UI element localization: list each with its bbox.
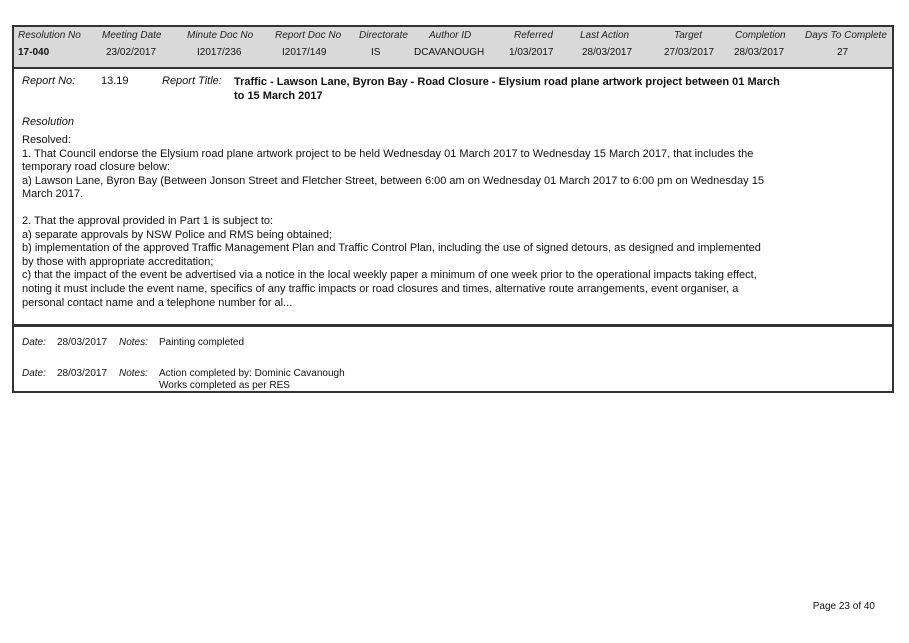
- referred-label: Referred: [514, 30, 553, 41]
- minute-doc-no-label: Minute Doc No: [187, 30, 254, 41]
- resolution-no-label: Resolution No: [18, 30, 81, 41]
- meeting-date-value: 23/02/2017: [106, 47, 157, 58]
- paragraph-gap: [22, 202, 767, 215]
- notes-section: [12, 325, 894, 393]
- note-notes-label: Notes:: [119, 368, 148, 379]
- report-title: Traffic - Lawson Lane, Byron Bay - Road Closure - Elysium road plane artwork project between 01 March to 15 March 2017: [234, 76, 780, 102]
- resolution-text: [22, 134, 767, 310]
- resolution-line: a) Lawson Lane, Byron Bay (Between Jonson Street and Fletcher Street, between 6:00 am on Wednesday 01 March 2017 to 6:00 pm on Wednesday 15 March 2017.: [22, 174, 764, 201]
- report-title-label: Report Title:: [162, 75, 222, 87]
- completion-value: 28/03/2017: [734, 47, 785, 58]
- resolution-line: 2. That the approval provided in Part 1 is subject to:: [22, 214, 274, 227]
- directorate-value: IS: [371, 47, 381, 58]
- note-text: Action completed by: Dominic Cavanough: [159, 368, 345, 379]
- note-date-label: Date:: [22, 368, 46, 379]
- resolution-heading: Resolution: [22, 116, 74, 128]
- report-no-value: 13.19: [101, 75, 129, 87]
- author-id-value: DCAVANOUGH: [414, 47, 485, 58]
- report-section: [12, 68, 894, 326]
- last-action-label: Last Action: [580, 30, 630, 41]
- note-date: 28/03/2017: [57, 337, 108, 348]
- target-label: Target: [674, 30, 702, 41]
- note-text: Painting completed: [159, 337, 245, 348]
- report-no-label: Report No:: [22, 75, 76, 87]
- resolution-line: Resolved:: [22, 134, 71, 146]
- resolution-line: c) that the impact of the event be advertised via a notice in the local weekly paper a minimum of one week prior to the operational impacts taking effect, noting it must include the event name, specifics of any traffic impacts or road closures and times, alternative route arrangements, event organiser, a personal contact name and a telephone number for al...: [22, 269, 757, 309]
- report-doc-no-value: I2017/149: [282, 47, 327, 58]
- last-action-value: 28/03/2017: [582, 47, 633, 58]
- note-notes-label: Notes:: [119, 337, 148, 348]
- resolution-line: 1. That Council endorse the Elysium road plane artwork project to be held Wednesday 01 March 2017 to Wednesday 15 March 2017, that includes the temporary road closure below:: [22, 147, 754, 174]
- target-value: 27/03/2017: [664, 47, 715, 58]
- directorate-label: Directorate: [359, 30, 408, 41]
- note-date: 28/03/2017: [57, 368, 108, 379]
- days-to-complete-value: 27: [837, 47, 849, 58]
- report-doc-no-label: Report Doc No: [275, 30, 342, 41]
- resolution-no-value: 17-040: [18, 47, 50, 58]
- note-date-label: Date:: [22, 337, 46, 348]
- note-text-line2: Works completed as per RES: [159, 380, 290, 391]
- page-number: Page 23 of 40: [812, 601, 875, 612]
- referred-value: 1/03/2017: [509, 47, 554, 58]
- meeting-date-label: Meeting Date: [102, 30, 162, 41]
- resolution-header: [12, 25, 894, 69]
- completion-label: Completion: [735, 30, 786, 41]
- resolution-line: a) separate approvals by NSW Police and RMS being obtained;: [22, 228, 333, 241]
- days-to-complete-label: Days To Complete: [805, 30, 887, 41]
- author-id-label: Author ID: [429, 30, 472, 41]
- minute-doc-no-value: I2017/236: [197, 47, 242, 58]
- resolution-line: b) implementation of the approved Traffic Management Plan and Traffic Control Plan, including the use of signed detours, as designed and implemented by those with appropriate accreditation;: [22, 242, 761, 268]
